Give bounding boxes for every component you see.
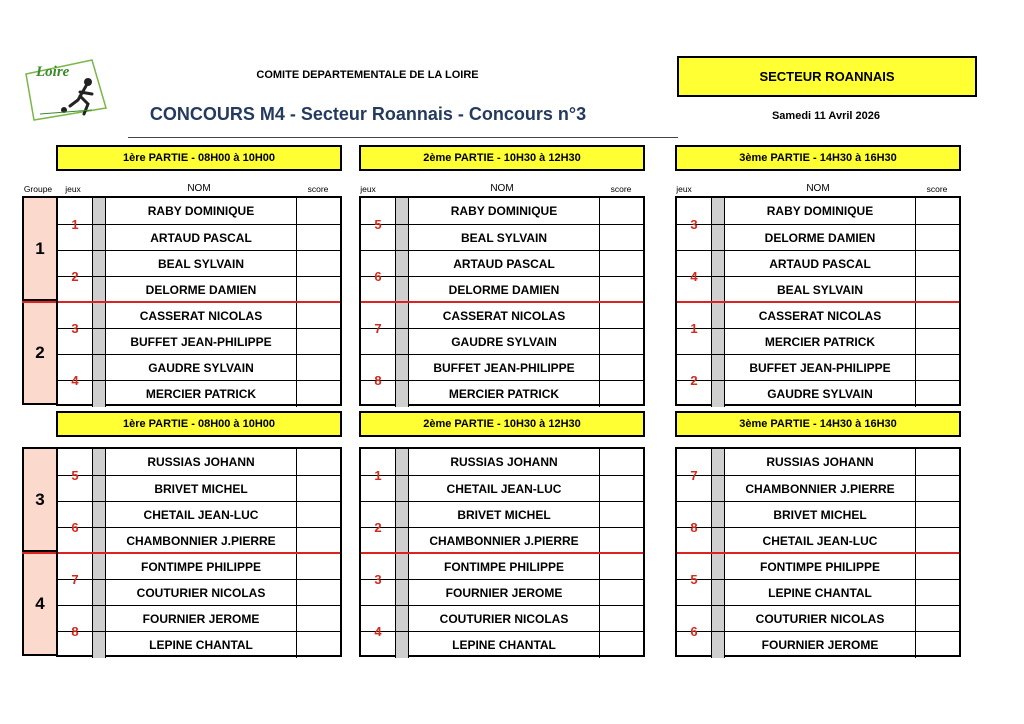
draw-table	[359, 196, 645, 406]
table-row	[677, 328, 959, 354]
score-cell[interactable]	[599, 606, 643, 632]
jeu-number: 6	[374, 268, 382, 284]
score-cell[interactable]	[296, 554, 340, 580]
score-cell[interactable]	[296, 355, 340, 381]
jeu-number: 3	[374, 571, 382, 587]
player-name: BUFFET JEAN-PHILIPPE	[433, 361, 575, 375]
score-cell[interactable]	[296, 251, 340, 277]
table-row	[361, 579, 643, 605]
phase-header: 2ème PARTIE - 10H30 à 12H30	[359, 145, 645, 171]
table-row	[58, 328, 340, 354]
score-cell[interactable]	[599, 277, 643, 303]
col-head-score: score	[307, 184, 329, 194]
row-marker	[711, 580, 725, 606]
row-marker	[711, 606, 725, 632]
col-head-nom: NOM	[187, 183, 211, 194]
row-marker	[92, 476, 106, 502]
table-row	[677, 527, 959, 553]
jeu-number: 7	[71, 571, 79, 587]
score-cell[interactable]	[599, 580, 643, 606]
row-marker	[92, 381, 106, 407]
table-row	[58, 501, 340, 527]
row-marker	[711, 277, 725, 303]
score-cell[interactable]	[296, 606, 340, 632]
row-marker	[92, 355, 106, 381]
table-row	[677, 224, 959, 250]
score-cell[interactable]	[296, 277, 340, 303]
table-row	[677, 475, 959, 501]
phase-header: 3ème PARTIE - 14H30 à 16H30	[675, 411, 961, 437]
group-separator	[22, 552, 56, 554]
table-row	[361, 501, 643, 527]
row-marker	[395, 580, 409, 606]
score-cell[interactable]	[915, 554, 959, 580]
jeu-number: 2	[690, 372, 698, 388]
table-row	[58, 552, 340, 578]
score-cell[interactable]	[599, 528, 643, 554]
table-row	[677, 198, 959, 224]
organisation-name: COMITE DEPARTEMENTALE DE LA LOIRE	[256, 69, 479, 81]
player-name: BRIVET MICHEL	[773, 508, 867, 522]
player-name: FOURNIER JEROME	[445, 586, 563, 600]
score-cell[interactable]	[915, 381, 959, 407]
jeu-number: 8	[690, 519, 698, 535]
draw-table	[56, 447, 342, 657]
row-marker	[395, 502, 409, 528]
score-cell[interactable]	[915, 528, 959, 554]
score-cell[interactable]	[599, 225, 643, 251]
row-marker	[92, 580, 106, 606]
table-row	[677, 380, 959, 406]
jeu-number: 5	[374, 216, 382, 232]
row-marker	[711, 225, 725, 251]
score-cell[interactable]	[599, 355, 643, 381]
score-cell[interactable]	[915, 606, 959, 632]
score-cell[interactable]	[915, 580, 959, 606]
table-row	[677, 605, 959, 631]
table-row	[361, 354, 643, 380]
row-marker	[395, 632, 409, 658]
row-marker	[711, 502, 725, 528]
player-name: CHETAIL JEAN-LUC	[762, 534, 878, 548]
score-cell[interactable]	[915, 329, 959, 355]
score-cell[interactable]	[296, 198, 340, 224]
player-name: FOURNIER JEROME	[761, 638, 879, 652]
group-number: 3	[22, 447, 56, 552]
player-name: RABY DOMINIQUE	[766, 204, 874, 218]
row-marker	[711, 251, 725, 277]
player-name: CHAMBONNIER J.PIERRE	[126, 534, 276, 548]
score-cell[interactable]	[599, 632, 643, 658]
score-cell[interactable]	[296, 632, 340, 658]
score-cell[interactable]	[296, 502, 340, 528]
jeu-number: 4	[71, 372, 79, 388]
score-cell[interactable]	[599, 381, 643, 407]
player-name: BRIVET MICHEL	[154, 482, 248, 496]
draw-table	[675, 447, 961, 657]
col-head-score: score	[926, 184, 948, 194]
player-name: LEPINE CHANTAL	[768, 586, 872, 600]
score-cell[interactable]	[599, 303, 643, 329]
player-name: COUTURIER NICOLAS	[439, 612, 569, 626]
table-row	[361, 631, 643, 657]
jeu-number: 2	[71, 268, 79, 284]
player-name: MERCIER PATRICK	[764, 335, 876, 349]
table-row	[677, 250, 959, 276]
jeu-number: 7	[690, 467, 698, 483]
table-row	[361, 301, 643, 327]
col-head-groupe: Groupe	[23, 184, 53, 194]
phase-header: 2ème PARTIE - 10H30 à 12H30	[359, 411, 645, 437]
row-marker	[92, 303, 106, 329]
row-marker	[395, 381, 409, 407]
player-name: RUSSIAS JOHANN	[450, 455, 558, 469]
title-underline	[128, 137, 678, 138]
player-name: CHETAIL JEAN-LUC	[143, 508, 259, 522]
score-cell[interactable]	[599, 198, 643, 224]
jeu-number: 8	[374, 372, 382, 388]
player-name: LEPINE CHANTAL	[149, 638, 253, 652]
player-name: MERCIER PATRICK	[448, 387, 560, 401]
row-marker	[92, 225, 106, 251]
row-marker	[395, 303, 409, 329]
score-cell[interactable]	[915, 355, 959, 381]
table-row	[58, 475, 340, 501]
jeu-number: 5	[71, 467, 79, 483]
table-row	[361, 250, 643, 276]
score-cell[interactable]	[915, 225, 959, 251]
jeu-number: 3	[690, 216, 698, 232]
row-marker	[92, 632, 106, 658]
col-head-nom: NOM	[806, 183, 830, 194]
phase-header: 3ème PARTIE - 14H30 à 16H30	[675, 145, 961, 171]
table-row	[361, 328, 643, 354]
table-row	[58, 527, 340, 553]
row-marker	[395, 198, 409, 224]
jeu-number: 3	[71, 320, 79, 336]
row-marker	[711, 476, 725, 502]
table-row	[677, 354, 959, 380]
sector-label: SECTEUR ROANNAIS	[759, 69, 895, 84]
table-row	[677, 501, 959, 527]
player-name: CHAMBONNIER J.PIERRE	[429, 534, 579, 548]
score-cell[interactable]	[915, 502, 959, 528]
player-name: BEAL SYLVAIN	[157, 257, 244, 271]
table-row	[677, 579, 959, 605]
score-cell[interactable]	[915, 476, 959, 502]
table-row	[361, 276, 643, 302]
player-name: BRIVET MICHEL	[457, 508, 551, 522]
player-name: DELORME DAMIEN	[448, 283, 560, 297]
score-cell[interactable]	[296, 580, 340, 606]
group-number: 2	[22, 300, 56, 405]
group-separator	[22, 301, 56, 303]
jeu-number: 8	[71, 623, 79, 639]
player-name: CHAMBONNIER J.PIERRE	[745, 482, 895, 496]
player-name: BUFFET JEAN-PHILIPPE	[749, 361, 891, 375]
score-cell[interactable]	[296, 381, 340, 407]
row-marker	[711, 303, 725, 329]
score-cell[interactable]	[296, 303, 340, 329]
jeu-number: 1	[71, 216, 79, 232]
player-name: LEPINE CHANTAL	[452, 638, 556, 652]
row-marker	[92, 198, 106, 224]
score-cell[interactable]	[915, 277, 959, 303]
row-marker	[92, 528, 106, 554]
row-marker	[395, 355, 409, 381]
table-row	[58, 354, 340, 380]
table-row	[58, 449, 340, 475]
player-name: DELORME DAMIEN	[145, 283, 257, 297]
jeu-number: 7	[374, 320, 382, 336]
table-row	[361, 449, 643, 475]
table-row	[677, 276, 959, 302]
table-row	[58, 224, 340, 250]
table-row	[58, 301, 340, 327]
player-name: CASSERAT NICOLAS	[442, 309, 566, 323]
player-name: RABY DOMINIQUE	[147, 204, 255, 218]
score-cell[interactable]	[915, 198, 959, 224]
table-row	[677, 552, 959, 578]
row-marker	[92, 251, 106, 277]
player-name: BEAL SYLVAIN	[776, 283, 863, 297]
row-marker	[711, 381, 725, 407]
table-row	[58, 579, 340, 605]
score-cell[interactable]	[599, 476, 643, 502]
table-row	[361, 552, 643, 578]
group-number: 1	[22, 196, 56, 301]
player-name: MERCIER PATRICK	[145, 387, 257, 401]
score-cell[interactable]	[915, 449, 959, 475]
player-name: CASSERAT NICOLAS	[139, 309, 263, 323]
row-marker	[92, 502, 106, 528]
col-head-jeux: jeux	[65, 184, 81, 194]
row-marker	[395, 277, 409, 303]
player-name: GAUDRE SYLVAIN	[451, 335, 557, 349]
score-cell[interactable]	[296, 449, 340, 475]
phase-header: 1ère PARTIE - 08H00 à 10H00	[56, 145, 342, 171]
table-row	[361, 198, 643, 224]
row-marker	[711, 329, 725, 355]
table-row	[58, 198, 340, 224]
table-row	[58, 250, 340, 276]
table-row	[58, 276, 340, 302]
row-marker	[92, 449, 106, 475]
player-name: COUTURIER NICOLAS	[136, 586, 266, 600]
player-name: FONTIMPE PHILIPPE	[140, 560, 261, 574]
jeu-number: 1	[690, 320, 698, 336]
row-marker	[395, 606, 409, 632]
score-cell[interactable]	[296, 329, 340, 355]
player-name: CHETAIL JEAN-LUC	[446, 482, 562, 496]
row-marker	[395, 449, 409, 475]
row-marker	[92, 277, 106, 303]
row-marker	[92, 554, 106, 580]
table-row	[58, 605, 340, 631]
row-marker	[92, 329, 106, 355]
jeu-number: 6	[690, 623, 698, 639]
table-row	[361, 605, 643, 631]
loire-sport-boules-logo	[22, 56, 108, 122]
table-row	[677, 301, 959, 327]
table-row	[361, 527, 643, 553]
table-row	[361, 380, 643, 406]
row-marker	[395, 554, 409, 580]
player-name: COUTURIER NICOLAS	[755, 612, 885, 626]
player-name: BUFFET JEAN-PHILIPPE	[130, 335, 272, 349]
table-row	[677, 631, 959, 657]
score-cell[interactable]	[915, 632, 959, 658]
player-name: GAUDRE SYLVAIN	[767, 387, 873, 401]
row-marker	[395, 225, 409, 251]
score-cell[interactable]	[296, 476, 340, 502]
score-cell[interactable]	[296, 225, 340, 251]
table-row	[361, 224, 643, 250]
row-marker	[711, 355, 725, 381]
row-marker	[711, 528, 725, 554]
row-marker	[711, 554, 725, 580]
score-cell[interactable]	[599, 554, 643, 580]
score-cell[interactable]	[599, 502, 643, 528]
score-cell[interactable]	[599, 251, 643, 277]
group-number: 4	[22, 551, 56, 656]
page-title: CONCOURS M4 - Secteur Roannais - Concours n°3	[149, 104, 587, 124]
table-row	[677, 449, 959, 475]
score-cell[interactable]	[915, 251, 959, 277]
table-row	[361, 475, 643, 501]
player-name: FONTIMPE PHILIPPE	[443, 560, 564, 574]
player-name: CASSERAT NICOLAS	[758, 309, 882, 323]
row-marker	[92, 606, 106, 632]
jeu-number: 5	[690, 571, 698, 587]
jeu-number: 1	[374, 467, 382, 483]
score-cell[interactable]	[599, 449, 643, 475]
row-marker	[395, 476, 409, 502]
player-name: ARTAUD PASCAL	[769, 257, 871, 271]
svg-text:Loire: Loire	[36, 64, 70, 80]
player-name: GAUDRE SYLVAIN	[148, 361, 254, 375]
row-marker	[711, 632, 725, 658]
col-head-nom: NOM	[490, 183, 514, 194]
player-name: RUSSIAS JOHANN	[147, 455, 255, 469]
col-head-score: score	[610, 184, 632, 194]
player-name: FONTIMPE PHILIPPE	[759, 560, 880, 574]
row-marker	[711, 198, 725, 224]
row-marker	[395, 251, 409, 277]
jeu-number: 2	[374, 519, 382, 535]
row-marker	[395, 528, 409, 554]
draw-table	[56, 196, 342, 406]
player-name: RUSSIAS JOHANN	[766, 455, 874, 469]
score-cell[interactable]	[599, 329, 643, 355]
jeu-number: 4	[690, 268, 698, 284]
col-head-jeux: jeux	[676, 184, 692, 194]
row-marker	[395, 329, 409, 355]
player-name: BEAL SYLVAIN	[460, 231, 547, 245]
score-cell[interactable]	[915, 303, 959, 329]
phase-header: 1ère PARTIE - 08H00 à 10H00	[56, 411, 342, 437]
jeu-number: 6	[71, 519, 79, 535]
player-name: ARTAUD PASCAL	[453, 257, 555, 271]
player-name: ARTAUD PASCAL	[150, 231, 252, 245]
table-row	[58, 380, 340, 406]
jeu-number: 4	[374, 623, 382, 639]
player-name: DELORME DAMIEN	[764, 231, 876, 245]
sector-box	[677, 56, 977, 97]
player-name: FOURNIER JEROME	[142, 612, 260, 626]
row-marker	[711, 449, 725, 475]
event-date: Samedi 11 Avril 2026	[771, 110, 881, 122]
score-cell[interactable]	[296, 528, 340, 554]
player-name: RABY DOMINIQUE	[450, 204, 558, 218]
draw-table	[359, 447, 645, 657]
table-row	[58, 631, 340, 657]
draw-table	[675, 196, 961, 406]
col-head-jeux: jeux	[360, 184, 376, 194]
